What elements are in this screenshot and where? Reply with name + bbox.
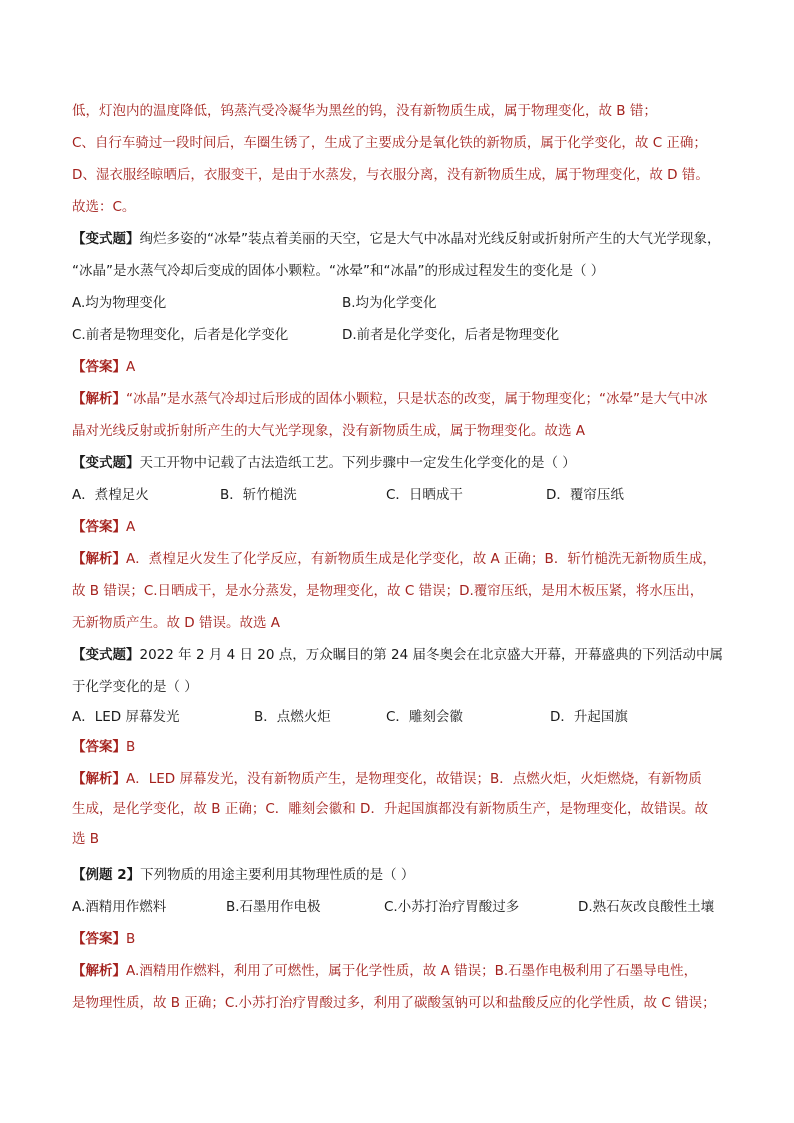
explanation-line: C、自行车骑过一段时间后，车圈生锈了，生成了主要成分是氧化铁的新物质，属于化学变化，故 C 正确； [72,135,707,151]
option-b: B.石墨用作电极 [226,899,321,915]
option-c: C.前者是物理变化，后者是化学变化 [72,327,289,343]
question-text: 绚烂多姿的“冰晕”装点着美丽的天空，它是大气中冰晶对光线反射或折射所产生的大气光学现象， [139,231,721,247]
answer-value: A [126,359,136,375]
answer-tag: 【答案】 [72,359,126,375]
option-b: B．点燃火炬 [254,709,331,725]
explanation-line: 是物理性质，故 B 正确；C.小苏打治疗胃酸过多，利用了碳酸氢钠可以和盐酸反应的化学性质，故 C 错误； [72,995,716,1011]
question-tag: 【变式题】 [72,647,140,663]
question-4-stem [72,864,738,886]
answer-tag: 【答案】 [72,931,126,947]
option-d: D．覆帘压纸 [546,487,624,503]
question-1-stem [72,228,738,250]
answer-line [72,516,738,538]
explanation-line: 低，灯泡内的温度降低，钨蒸汽受冷凝华为黑丝的钨，没有新物质生成，属于物理变化，故 B 错； [72,103,657,119]
option-a: A.均为物理变化 [72,295,167,311]
option-a: A.酒精用作燃料 [72,899,167,915]
answer-line [72,736,738,758]
explanation-line [72,548,738,570]
explanation-line: 无新物质产生。故 D 错误。故选 A [72,615,281,631]
option-b: B．斩竹槌洗 [220,487,297,503]
answer-line [72,928,738,950]
option-d: D.前者是化学变化，后者是物理变化 [342,327,560,343]
explanation-line [72,768,738,790]
option-c: C．雕刻会徽 [386,709,463,725]
option-d: D.熟石灰改良酸性土壤 [578,899,715,915]
explanation-line: 晶对光线反射或折射所产生的大气光学现象，没有新物质生成，属于物理变化。故选 A [72,423,586,439]
answer-tag: 【答案】 [72,519,126,535]
explanation-line [72,388,738,410]
explanation-text: A．煮楻足火发生了化学反应，有新物质生成是化学变化，故 A 正确；B．斩竹槌洗无新物质生成， [126,551,716,567]
option-a: A．LED 屏幕发光 [72,709,180,725]
question-text: 下列物质的用途主要利用其物理性质的是（ ） [140,867,415,883]
explanation-line: 故 B 错误；C.日晒成干，是水分蒸发，是物理变化，故 C 错误；D.覆帘压纸，是用木板压紧，将水压出， [72,583,704,599]
answer-value: A [126,519,136,535]
explanation-text: A.酒精用作燃料，利用了可燃性，属于化学性质，故 A 错误；B.石墨作电极利用了石墨导电性， [126,963,698,979]
question-2-stem [72,452,738,474]
explanation-tag: 【解析】 [72,771,126,787]
explanation-tag: 【解析】 [72,391,126,407]
question-3-stem-cont: 于化学变化的是（ ） [72,679,198,695]
answer-tag: 【答案】 [72,739,126,755]
explanation-text: “冰晶”是水蒸气冷却过后形成的固体小颗粒，只是状态的改变，属于物理变化；“冰晕”是大气中冰 [126,391,708,407]
explanation-line: 选 B [72,831,100,847]
option-a: A．煮楻足火 [72,487,149,503]
answer-value: B [126,931,136,947]
question-text: 2022 年 2 月 4 日 20 点，万众瞩目的第 24 届冬奥会在北京盛大开幕，开幕盛典的下列活动中属 [139,647,724,663]
option-d: D．升起国旗 [550,709,628,725]
explanation-line: D、湿衣服经晾晒后，衣服变干，是由于水蒸发，与衣服分离，没有新物质生成，属于物理变化，故 D 错。 [72,167,709,183]
explanation-line [72,960,738,982]
answer-value: B [126,739,136,755]
question-tag: 【变式题】 [72,455,140,471]
option-c: C．日晒成干 [386,487,463,503]
question-1-stem-cont: “冰晶”是水蒸气冷却后变成的固体小颗粒。“冰晕”和“冰晶”的形成过程发生的变化是（ ） [72,263,605,279]
answer-line [72,356,738,378]
question-tag: 【例题 2】 [72,867,141,883]
explanation-line: 故选：C。 [72,199,136,215]
explanation-text: A．LED 屏幕发光，没有新物质产生，是物理变化，故错误；B．点燃火炬，火炬燃烧，有新物质 [126,771,702,787]
question-3-stem [72,644,738,666]
explanation-tag: 【解析】 [72,551,126,567]
explanation-line: 生成，是化学变化，故 B 正确；C．雕刻会徽和 D．升起国旗都没有新物质生产，是物理变化，故错误。故 [72,801,708,817]
option-b: B.均为化学变化 [342,295,437,311]
question-text: 天工开物中记载了古法造纸工艺。下列步骤中一定发生化学变化的是（ ） [139,455,576,471]
question-tag: 【变式题】 [72,231,140,247]
option-c: C.小苏打治疗胃酸过多 [384,899,520,915]
explanation-tag: 【解析】 [72,963,126,979]
